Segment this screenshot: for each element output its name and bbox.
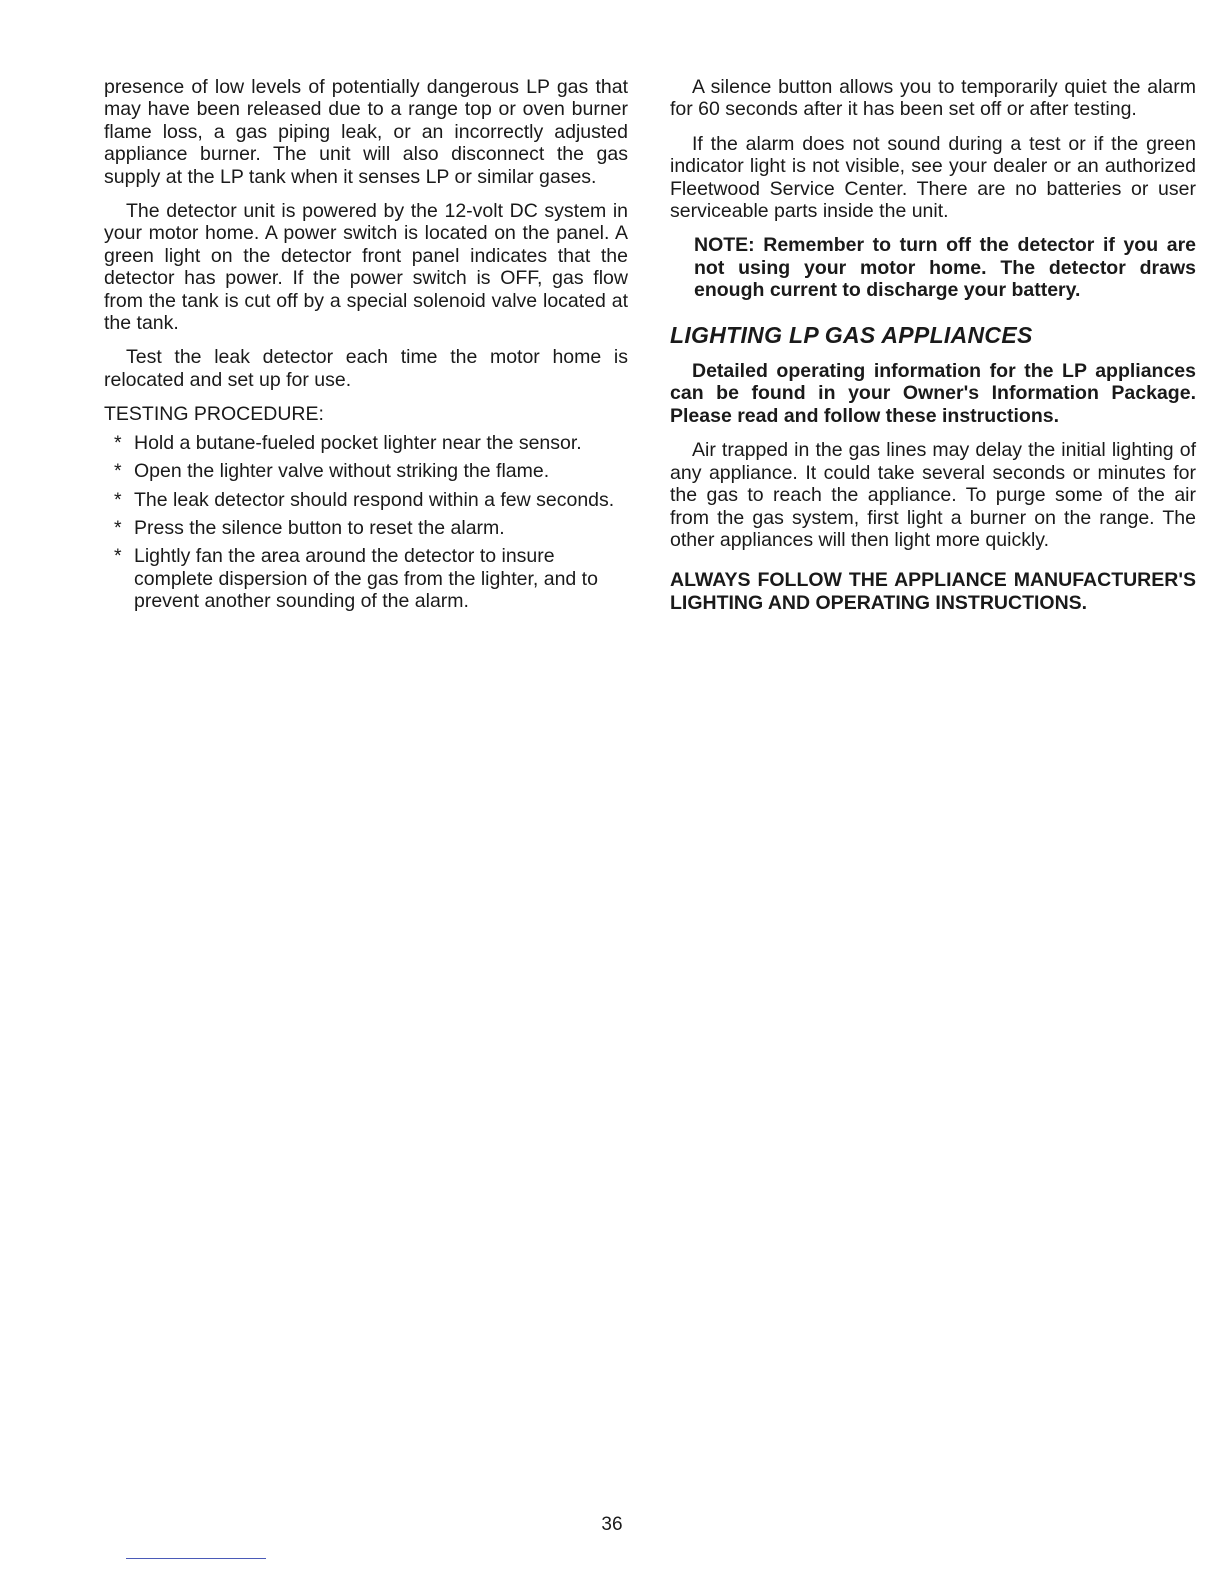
list-item xyxy=(114,545,628,613)
step-text: Hold a butane-fueled pocket lighter near the sensor. xyxy=(134,431,582,454)
no-sound-paragraph: If the alarm does not sound during a test or if the green indicator light is not visible, see your dealer or an authorized Fleetwood Service Center. There are no batteries or user serviceable parts inside the unit. xyxy=(670,132,1196,223)
silence-paragraph: A silence button allows you to temporarily quiet the alarm for 60 seconds after it has been set off or after testing. xyxy=(670,76,1196,121)
always-follow-warning: ALWAYS FOLLOW THE APPLIANCE MANUFACTURER'S LIGHTING AND OPERATING INSTRUCTIONS. xyxy=(670,569,1196,614)
step-text: Open the lighter valve without striking the flame. xyxy=(134,460,550,483)
bullet-icon: * xyxy=(114,545,122,568)
step-text: Lightly fan the area around the detector to insure complete dispersion of the gas from the lighter, and to prevent another sounding of the alarm. xyxy=(134,545,598,613)
intro-paragraph: presence of low levels of potentially dangerous LP gas that may have been released due to a range top or oven burner flame loss, a gas piping leak, or an incorrectly adjusted appliance burner. The unit will also disconnect the gas supply at the LP tank when it senses LP or similar gases. xyxy=(104,76,628,188)
page-number: 36 xyxy=(601,1514,623,1535)
list-item xyxy=(114,516,628,539)
battery-note: NOTE: Remember to turn off the detector if you are not using your motor home. The detector draws enough current to discharge your battery. xyxy=(694,234,1196,302)
detailed-info-paragraph: Detailed operating information for the LP appliances can be found in your Owner's Information Package. Please read and follow these instructions. xyxy=(670,360,1196,427)
testing-steps-list xyxy=(104,432,628,613)
bullet-icon: * xyxy=(114,460,122,483)
power-paragraph: The detector unit is powered by the 12-volt DC system in your motor home. A power switch is located on the panel. A green light on the detector front panel indicates that the detector has power. If the power switch is OFF, gas flow from the tank is cut off by a special solenoid valve located at the tank. xyxy=(104,200,628,335)
list-item xyxy=(114,431,628,454)
right-column xyxy=(670,76,1196,626)
test-paragraph: Test the leak detector each time the motor home is relocated and set up for use. xyxy=(104,346,628,391)
bullet-icon: * xyxy=(114,516,122,539)
air-trapped-paragraph: Air trapped in the gas lines may delay the initial lighting of any appliance. It could take several seconds or minutes for the gas to reach the appliance. To purge some of the air from the gas system, first light a burner on the range. The other appliances will then light more quickly. xyxy=(670,439,1196,551)
bullet-icon: * xyxy=(114,488,122,511)
section-heading: LIGHTING LP GAS APPLIANCES xyxy=(670,321,1033,348)
left-column xyxy=(104,76,628,619)
list-item xyxy=(114,488,628,511)
step-text: The leak detector should respond within a few seconds. xyxy=(134,488,615,511)
step-text: Press the silence button to reset the alarm. xyxy=(134,516,505,539)
footer-rule xyxy=(126,1558,266,1559)
bullet-icon: * xyxy=(114,431,122,454)
testing-procedure-heading: TESTING PROCEDURE: xyxy=(104,403,324,426)
list-item xyxy=(114,460,628,483)
